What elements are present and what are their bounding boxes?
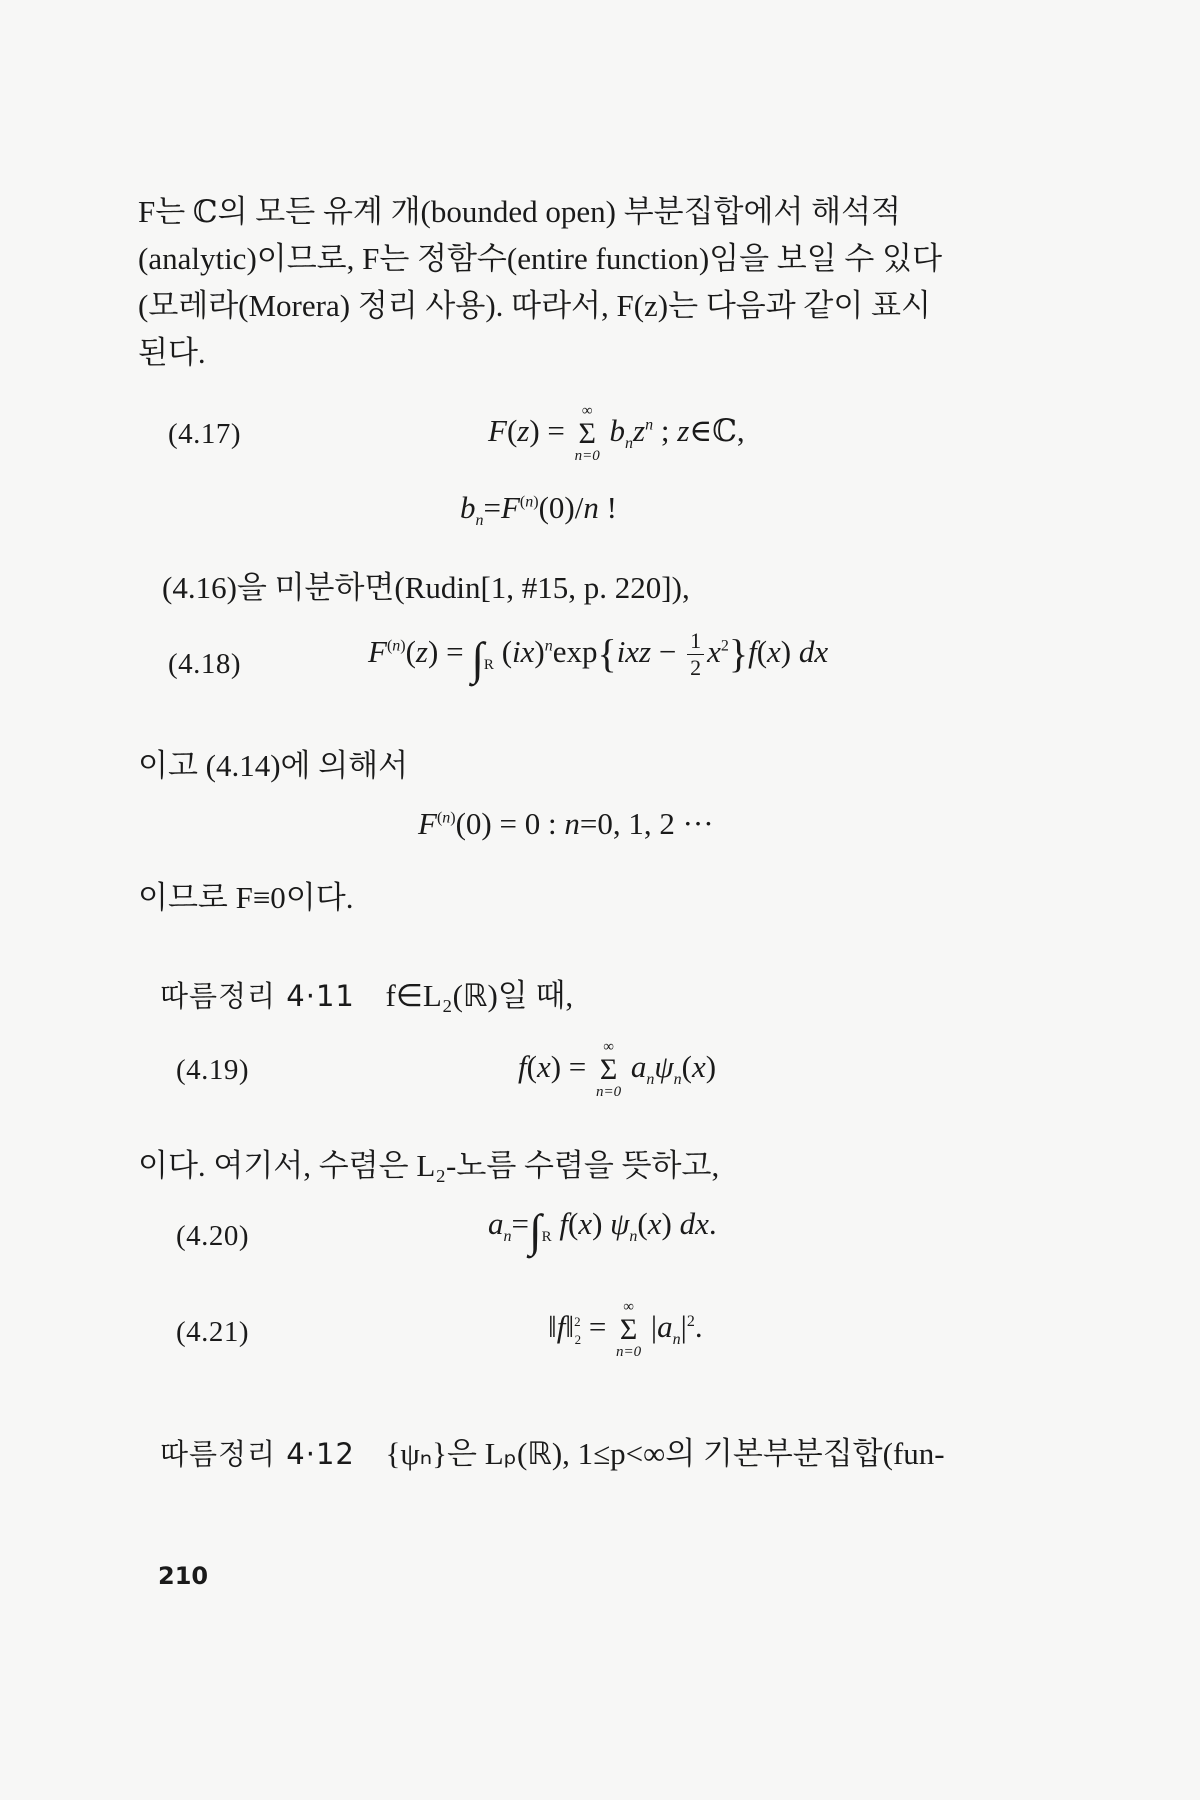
equation-number: (4.17)	[168, 418, 242, 450]
summation-symbol: ∞ Σ n=0	[616, 1299, 642, 1360]
equation-4-17-line1: F(z) = ∞ Σ n=0 $b_nz^n$ ; z∈ℂ,	[488, 403, 745, 464]
corollary-statement: f∈L₂(ℝ)일 때,	[385, 978, 574, 1013]
corollary-label: 따름정리 4·12	[160, 1437, 355, 1471]
paragraph-line: F는 ℂ의 모든 유계 개(bounded open) 부분집합에서 해석적	[138, 194, 901, 229]
corollary-label: 따름정리 4·11	[160, 979, 355, 1013]
equation-4-21: ‖f‖$^2_2$ = ∞ Σ n=0 $|a_n|^2$.	[548, 1299, 703, 1360]
corollary-4-11	[160, 970, 573, 1015]
corollary-4-12	[160, 1428, 945, 1473]
paragraph-line: (analytic)이므로, F는 정함수(entire function)임을 보일 수 있다	[138, 241, 943, 276]
equation-4-19: f(x) = ∞ Σ n=0 $a_n\psi_n(x)$	[518, 1039, 717, 1100]
paragraph-line: (모레라(Morera) 정리 사용). 따라서, F(z)는 다음과 같이 표시	[138, 288, 931, 323]
text-differentiate: (4.16)을 미분하면(Rudin[1, #15, p. 220]),	[162, 570, 690, 605]
summation-symbol: ∞ Σ n=0	[574, 403, 600, 464]
paragraph-analytic	[138, 188, 1038, 376]
equation-number: (4.19)	[176, 1054, 250, 1086]
text-by-4-14: 이고 (4.14)에 의해서	[138, 748, 409, 783]
equation-4-17-line2: $b_n=F^{(n)}(0)/n$ !	[460, 490, 617, 530]
equation-number: (4.20)	[176, 1220, 250, 1252]
paragraph-line: 된다.	[138, 335, 206, 370]
corollary-statement: {ψₙ}은 Lₚ(ℝ), 1≤p<∞의 기본부분집합(fun-	[385, 1436, 945, 1471]
text-convergence: 이다. 여기서, 수렴은 L₂-노름 수렴을 뜻하고,	[138, 1148, 720, 1183]
page-number: 210	[158, 1562, 209, 1590]
equation-derivative-zero: $F^{(n)}(0) = 0$ : n=0, 1, 2 ···	[418, 806, 714, 841]
equation-4-18: $F^{(n)}(z) = \int_R$ (ix)$^n$exp{ixz − $\frac{1}{2}$ $x^2\}f(x)$ dx	[368, 628, 829, 684]
summation-symbol: ∞ Σ n=0	[596, 1039, 622, 1100]
text-conclusion: 이므로 F≡0이다.	[138, 880, 354, 915]
equation-number: (4.21)	[176, 1316, 250, 1348]
equation-number: (4.18)	[168, 648, 242, 680]
equation-4-20: $a_n=\int_R$ f(x) $\psi_n(x)$ dx.	[488, 1205, 717, 1256]
